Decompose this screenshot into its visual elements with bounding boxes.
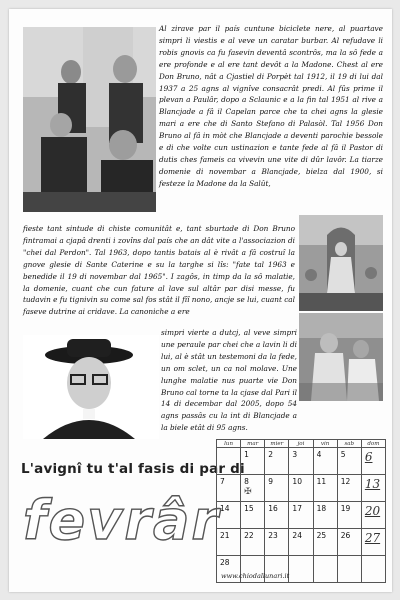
day-cell: 14 bbox=[217, 502, 241, 529]
story-paragraph-2: fieste tant sintude di chiste comunitât e, tant sburtade di Don Bruno fintramai a cjapâ drenti i zovîns dal país che an dât vite a l'associazion di "chei dal Perdon". Tal 1963, dopo tantis batais al è rivât a fâ costruî la gnove glesie di Sante Caterine e su la targhe si lîs: "fate tal 1963 e benedide il 19 di novembar dal 1965". I zagôs, in timp da la sô malatie, la domenie, cuant che cun fature al lave sul altâr par disi messe, fu tudavin e fu tignivin su come sal fos stât il fîî nono, ancje se lui, cuant cal faseve dutrine ai cridave. La canoniche a ere bbox=[23, 224, 295, 317]
day-cell: 3 bbox=[289, 448, 313, 475]
day-number: 8 bbox=[244, 477, 249, 486]
day-cell: 4 bbox=[313, 448, 337, 475]
day-cell: 23 bbox=[265, 529, 289, 556]
dove-icon: ✠ bbox=[244, 487, 252, 497]
story-paragraph-3: simpri vierte a dutcj, al veve simpri une peraule par chei che a lavin li di lui, al è stât un testemoni da la fede, un om sclet, un ca nol molave. Une lunghe malatie nus puarte vie Don Bruno cal torne ta la cjase dal Pari il 14 di decembar dal 2005, dopo 54 agns passâs cu la int di Blancjade a la biele etât di 95 agns. bbox=[161, 328, 297, 433]
sunday-cell: 27 bbox=[361, 529, 385, 556]
day-cell: 5 bbox=[337, 448, 361, 475]
day-cell: 16 bbox=[265, 502, 289, 529]
sunday-cell: 20 bbox=[361, 502, 385, 529]
slogan-text: L'avignî tu t'al fasis di par di bbox=[21, 461, 245, 477]
photo-madonna-statue bbox=[299, 215, 383, 311]
calendar-week bbox=[217, 448, 386, 475]
day-cell: 18 bbox=[313, 502, 337, 529]
day-cell: 28 bbox=[217, 556, 241, 583]
calendar-week bbox=[217, 529, 386, 556]
day-cell: 21 bbox=[217, 529, 241, 556]
day-cell: 2 bbox=[265, 448, 289, 475]
sunday-cell: 6 bbox=[361, 448, 385, 475]
weekday-header: vin bbox=[313, 440, 337, 448]
weekday-header: mier bbox=[265, 440, 289, 448]
photo-priests-group bbox=[23, 27, 156, 212]
website-link[interactable]: www.chiodallunari.it bbox=[221, 572, 290, 580]
weekday-header: lun bbox=[217, 440, 241, 448]
weekday-header: sab bbox=[337, 440, 361, 448]
day-cell: 7 bbox=[217, 475, 241, 502]
day-cell: 11 bbox=[313, 475, 337, 502]
day-cell bbox=[217, 448, 241, 475]
calendar-week bbox=[217, 475, 386, 502]
story-paragraph-1: Al zirave par il país cuntune biciclete nere, al puartave simpri li viestis e al veve un caratar burbar. Al refudave li robis gnovis ca fu fasevin deventâ scontrôs, ma la sô fede a ere profonde e al ere tant devôt a la Madone. Chest al ere Don Bruno, nât a Cjastiel di Porpèt tal 1912, il 19 di lui dal 1937 a 25 agns al vignîve consacrât predi. Al fûs prime il plevan a Paulâr, dopo a Sclaunic e a la fin tal 1951 al rive a Blancjade a fâ il Capelan parce che ta chei agns la glesie mari a ere che di Santo Stefano di Palasòl. Tal 1956 Don Bruno al fâ in mòt che Blancjade a deventi parochie bessole e di che volte cun ustinazion e tante fede al fâ il Pastor di dutis ches fameis ca vivevin une vite di dûr lavôr. La tiarze domenie di novembar a Blancjade, bielza dal 1900, si festeze la Madone da la Salût, bbox=[159, 24, 383, 188]
day-cell: 12 bbox=[337, 475, 361, 502]
day-cell bbox=[313, 556, 337, 583]
day-cell-with-note bbox=[241, 475, 265, 502]
day-cell: 9 bbox=[265, 475, 289, 502]
day-cell: 24 bbox=[289, 529, 313, 556]
weekday-header: mar bbox=[241, 440, 265, 448]
sunday-cell: 13 bbox=[361, 475, 385, 502]
photo-don-bruno-portrait bbox=[23, 335, 159, 439]
day-cell: 10 bbox=[289, 475, 313, 502]
day-cell bbox=[289, 556, 313, 583]
photo-priest-mass bbox=[299, 313, 383, 401]
day-cell: 25 bbox=[313, 529, 337, 556]
day-cell: 26 bbox=[337, 529, 361, 556]
calendar-page bbox=[9, 9, 392, 592]
month-title: fevrâr bbox=[23, 489, 221, 552]
calendar-week bbox=[217, 502, 386, 529]
day-cell: 19 bbox=[337, 502, 361, 529]
weekday-header: joi bbox=[289, 440, 313, 448]
month-calendar bbox=[216, 439, 386, 583]
day-cell: 22 bbox=[241, 529, 265, 556]
calendar-header-row bbox=[217, 440, 386, 448]
weekday-header: dom bbox=[361, 440, 385, 448]
day-cell bbox=[337, 556, 361, 583]
day-cell: 15 bbox=[241, 502, 265, 529]
sunday-cell bbox=[361, 556, 385, 583]
day-cell: 17 bbox=[289, 502, 313, 529]
day-cell: 1 bbox=[241, 448, 265, 475]
